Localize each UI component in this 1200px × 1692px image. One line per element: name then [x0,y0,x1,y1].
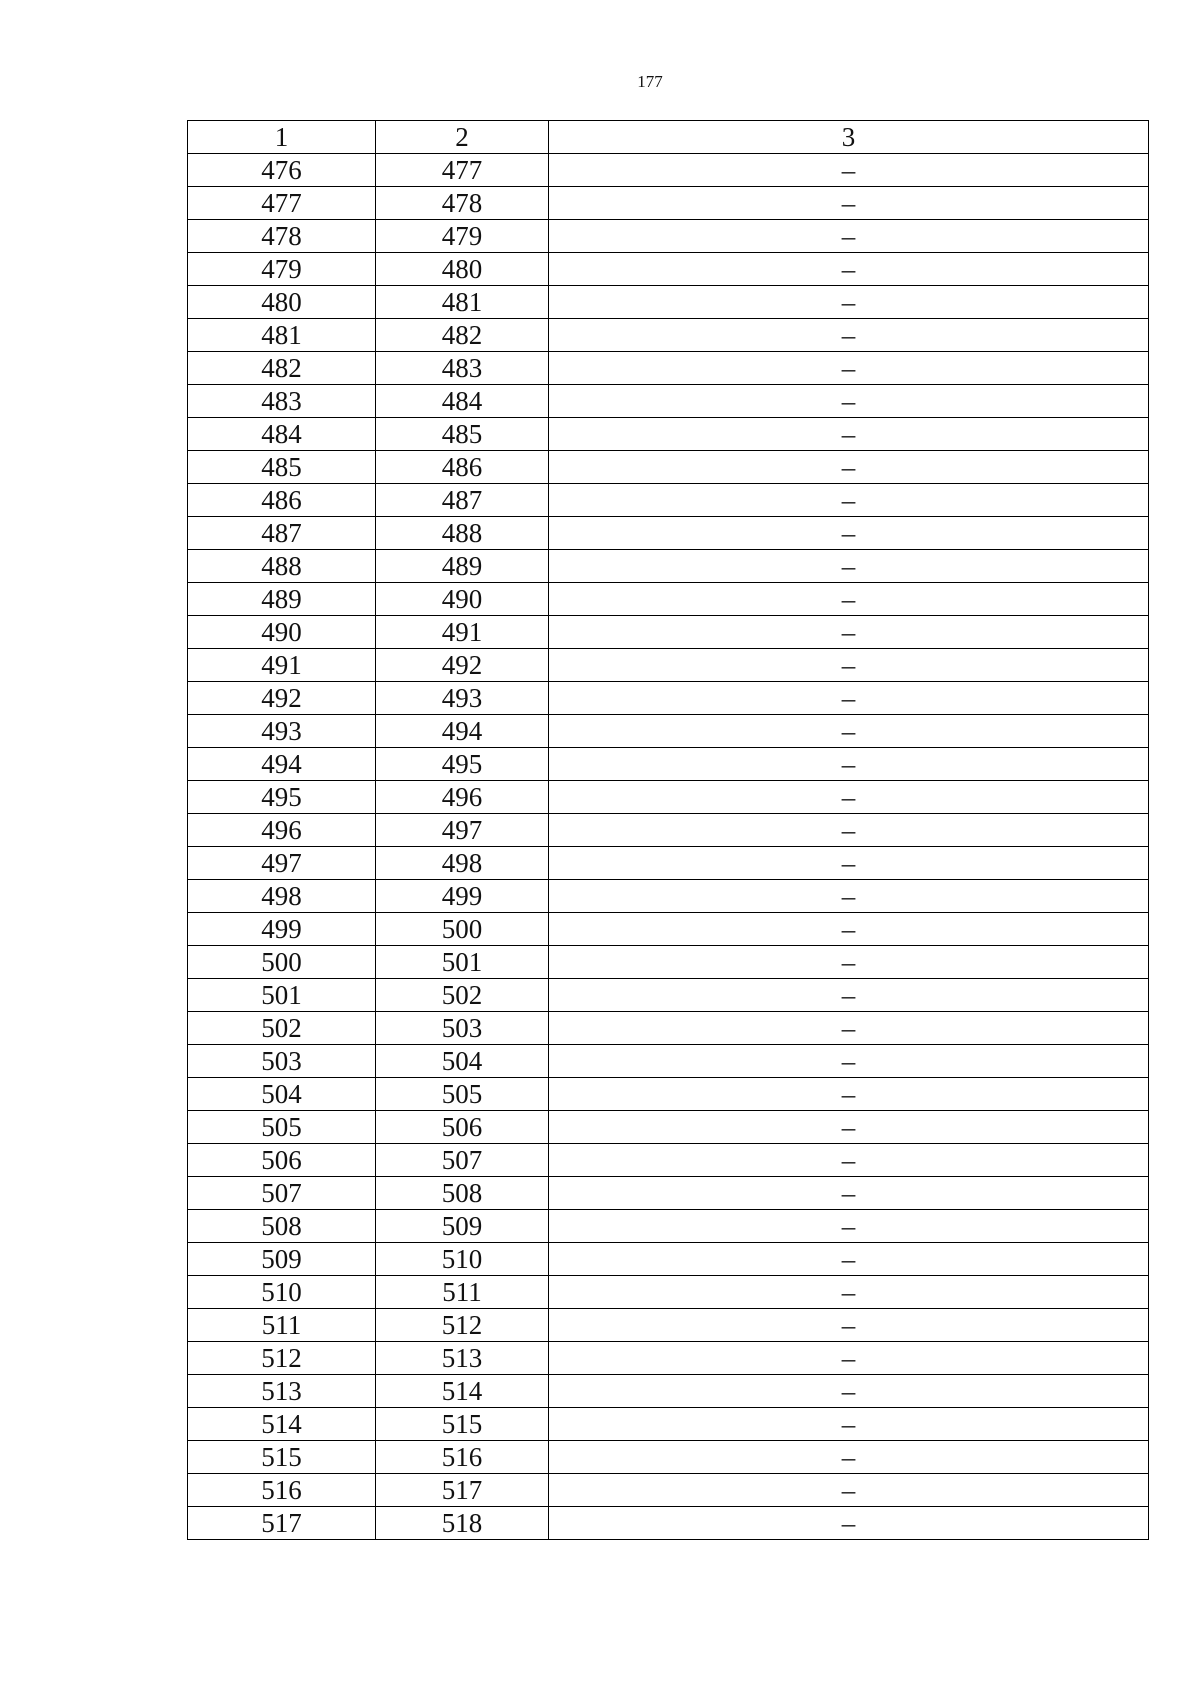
table-row [188,220,1149,253]
table-cell-col-1: 479 [188,253,376,286]
table-cell-col-2: 487 [376,484,549,517]
table-cell-col-2: 504 [376,1045,549,1078]
table-row [188,451,1149,484]
table-cell-col-1: 490 [188,616,376,649]
table-row [188,385,1149,418]
table-row [188,1243,1149,1276]
table-cell-col-1: 500 [188,946,376,979]
table-row [188,187,1149,220]
table-cell-col-1: 477 [188,187,376,220]
table-cell-col-1: 483 [188,385,376,418]
table-cell-col-2: 496 [376,781,549,814]
table-cell-col-2: 518 [376,1507,549,1540]
table-cell-col-2: 508 [376,1177,549,1210]
table-row [188,1474,1149,1507]
table-cell-col-1: 482 [188,352,376,385]
table-cell-col-2: 514 [376,1375,549,1408]
table-cell-col-3: – [549,781,1149,814]
table-cell-col-3: – [549,616,1149,649]
table-cell-col-2: 511 [376,1276,549,1309]
table-cell-col-1: 517 [188,1507,376,1540]
table-header-cell-col-3: 3 [549,121,1149,154]
table-cell-col-2: 478 [376,187,549,220]
table-cell-col-1: 504 [188,1078,376,1111]
table-cell-col-1: 501 [188,979,376,1012]
table-cell-col-1: 505 [188,1111,376,1144]
table-cell-col-1: 496 [188,814,376,847]
table-cell-col-1: 495 [188,781,376,814]
table-cell-col-2: 515 [376,1408,549,1441]
table-row [188,1144,1149,1177]
table-cell-col-3: – [549,319,1149,352]
table-header-row [188,121,1149,154]
table-cell-col-2: 479 [376,220,549,253]
table-cell-col-2: 505 [376,1078,549,1111]
table-cell-col-1: 481 [188,319,376,352]
table-cell-col-2: 501 [376,946,549,979]
table-cell-col-2: 485 [376,418,549,451]
table-row [188,979,1149,1012]
table-row [188,1276,1149,1309]
table-row [188,319,1149,352]
table-cell-col-3: – [549,748,1149,781]
table-row [188,1078,1149,1111]
table-cell-col-3: – [549,220,1149,253]
table-cell-col-3: – [549,286,1149,319]
table-cell-col-3: – [549,418,1149,451]
table-row [188,715,1149,748]
table-cell-col-3: – [549,880,1149,913]
table-cell-col-1: 487 [188,517,376,550]
table-row [188,1408,1149,1441]
table-row [188,781,1149,814]
table-cell-col-1: 478 [188,220,376,253]
table-cell-col-2: 503 [376,1012,549,1045]
table-cell-col-2: 495 [376,748,549,781]
table-row [188,1210,1149,1243]
table-cell-col-2: 499 [376,880,549,913]
table-cell-col-3: – [549,1012,1149,1045]
table-cell-col-3: – [549,583,1149,616]
table-cell-col-2: 510 [376,1243,549,1276]
table-row [188,682,1149,715]
table-cell-col-1: 476 [188,154,376,187]
table-cell-col-3: – [549,1408,1149,1441]
table-cell-col-2: 507 [376,1144,549,1177]
table-cell-col-1: 514 [188,1408,376,1441]
table-cell-col-3: – [549,352,1149,385]
table-cell-col-3: – [549,1045,1149,1078]
table-row [188,1375,1149,1408]
table-cell-col-3: – [549,154,1149,187]
table-cell-col-2: 502 [376,979,549,1012]
table-row [188,649,1149,682]
table-cell-col-2: 506 [376,1111,549,1144]
table-row [188,913,1149,946]
table-cell-col-1: 512 [188,1342,376,1375]
table-cell-col-2: 493 [376,682,549,715]
table-row [188,1309,1149,1342]
table-cell-col-3: – [549,1342,1149,1375]
table-cell-col-2: 484 [376,385,549,418]
table-cell-col-3: – [549,1210,1149,1243]
table-cell-col-3: – [549,979,1149,1012]
table-row [188,253,1149,286]
table-cell-col-1: 486 [188,484,376,517]
table-cell-col-2: 482 [376,319,549,352]
page-number: 177 [637,72,663,91]
table-row [188,1045,1149,1078]
table-cell-col-3: – [549,187,1149,220]
table-cell-col-1: 515 [188,1441,376,1474]
table-cell-col-1: 507 [188,1177,376,1210]
table-cell-col-1: 480 [188,286,376,319]
table-cell-col-2: 492 [376,649,549,682]
table-row [188,946,1149,979]
table-cell-col-1: 484 [188,418,376,451]
data-table [187,120,1149,1540]
table-row [188,1441,1149,1474]
table-cell-col-3: – [549,649,1149,682]
table-cell-col-1: 497 [188,847,376,880]
table-row [188,1342,1149,1375]
table-cell-col-2: 513 [376,1342,549,1375]
table-header-cell-col-1: 1 [188,121,376,154]
table-cell-col-3: – [549,1375,1149,1408]
table-cell-col-1: 491 [188,649,376,682]
table-cell-col-3: – [549,1177,1149,1210]
table-cell-col-1: 499 [188,913,376,946]
table-cell-col-1: 516 [188,1474,376,1507]
table-cell-col-2: 483 [376,352,549,385]
table-cell-col-2: 488 [376,517,549,550]
table-cell-col-2: 500 [376,913,549,946]
table-cell-col-1: 510 [188,1276,376,1309]
table-cell-col-2: 481 [376,286,549,319]
table-row [188,352,1149,385]
table-cell-col-2: 498 [376,847,549,880]
table-row [188,550,1149,583]
table-cell-col-3: – [549,550,1149,583]
table-row [188,880,1149,913]
table-header [188,121,1149,154]
table-cell-col-3: – [549,814,1149,847]
table-cell-col-3: – [549,1276,1149,1309]
table-cell-col-3: – [549,682,1149,715]
table-cell-col-1: 498 [188,880,376,913]
table-body [188,154,1149,1540]
table-cell-col-3: – [549,1441,1149,1474]
table-cell-col-3: – [549,946,1149,979]
table-cell-col-3: – [549,1243,1149,1276]
table-row [188,1507,1149,1540]
table-row [188,484,1149,517]
table-cell-col-3: – [549,517,1149,550]
table-cell-col-2: 491 [376,616,549,649]
table-cell-col-2: 494 [376,715,549,748]
table-cell-col-1: 511 [188,1309,376,1342]
table-cell-col-2: 512 [376,1309,549,1342]
table-row [188,748,1149,781]
table-cell-col-2: 489 [376,550,549,583]
table-cell-col-1: 503 [188,1045,376,1078]
table-cell-col-1: 513 [188,1375,376,1408]
table-cell-col-3: – [549,253,1149,286]
table-cell-col-2: 497 [376,814,549,847]
table-cell-col-3: – [549,1507,1149,1540]
table-row [188,418,1149,451]
table-cell-col-1: 488 [188,550,376,583]
table-cell-col-2: 477 [376,154,549,187]
table-row [188,814,1149,847]
table-cell-col-1: 506 [188,1144,376,1177]
table-cell-col-1: 509 [188,1243,376,1276]
table-cell-col-3: – [549,715,1149,748]
table-row [188,847,1149,880]
table-cell-col-2: 517 [376,1474,549,1507]
table-cell-col-3: – [549,451,1149,484]
table-cell-col-3: – [549,1309,1149,1342]
table-row [188,1177,1149,1210]
table-cell-col-1: 508 [188,1210,376,1243]
table-row [188,286,1149,319]
table-cell-col-3: – [549,1144,1149,1177]
table-cell-col-3: – [549,484,1149,517]
table-cell-col-1: 485 [188,451,376,484]
table-row [188,1012,1149,1045]
table-cell-col-1: 489 [188,583,376,616]
table-cell-col-3: – [549,847,1149,880]
table-cell-col-2: 490 [376,583,549,616]
table-row [188,154,1149,187]
table-header-cell-col-2: 2 [376,121,549,154]
table-cell-col-2: 516 [376,1441,549,1474]
table-cell-col-1: 493 [188,715,376,748]
table-row [188,1111,1149,1144]
table-cell-col-2: 509 [376,1210,549,1243]
table-cell-col-1: 502 [188,1012,376,1045]
table-cell-col-3: – [549,913,1149,946]
table-cell-col-3: – [549,1078,1149,1111]
table-cell-col-1: 492 [188,682,376,715]
table-cell-col-2: 486 [376,451,549,484]
table-cell-col-3: – [549,1474,1149,1507]
table-cell-col-1: 494 [188,748,376,781]
table-cell-col-3: – [549,1111,1149,1144]
table-row [188,616,1149,649]
table-row [188,583,1149,616]
table-cell-col-2: 480 [376,253,549,286]
table-row [188,517,1149,550]
table-cell-col-3: – [549,385,1149,418]
